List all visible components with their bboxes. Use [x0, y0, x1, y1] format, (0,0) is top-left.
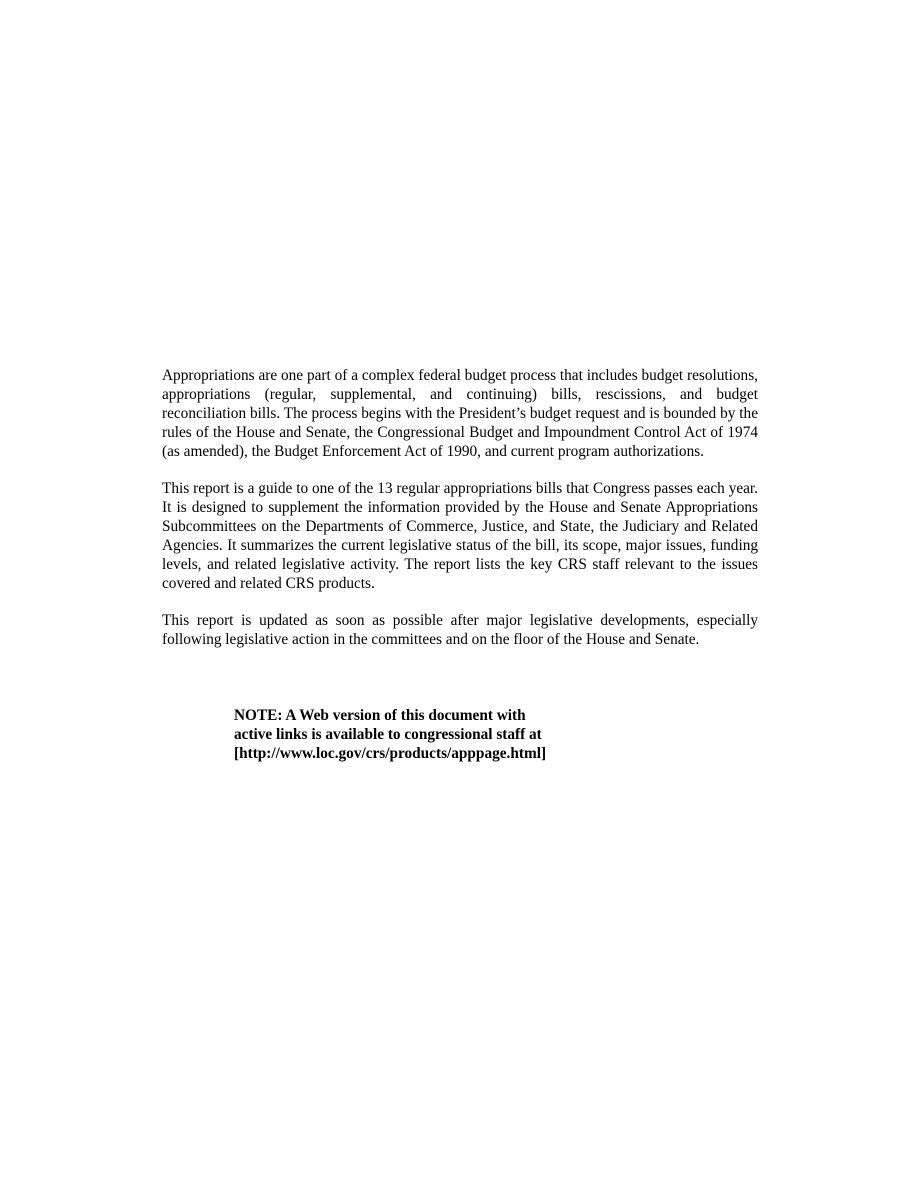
- web-version-note: [234, 706, 594, 763]
- note-line-url: [http://www.loc.gov/crs/products/apppage.html]: [234, 745, 547, 762]
- paragraph-update-policy: This report is updated as soon as possible after major legislative developments, especially following legislative action in the committees and on the floor of the House and Senate.: [162, 612, 758, 648]
- note-line-2: active links is available to congressional staff at: [234, 726, 542, 743]
- summary-text-block: [162, 366, 758, 667]
- paragraph-appropriations-overview: Appropriations are one part of a complex federal budget process that includes budget resolutions, appropriations (regular, supplemental, and continuing) bills, rescissions, and budget reconciliation bills. The process begins with the President’s budget request and is bounded by the rules of the House and Senate, the Congressional Budget and Impoundment Control Act of 1974 (as amended), the Budget Enforcement Act of 1990, and current program authorizations.: [162, 367, 758, 460]
- paragraph-report-guide: This report is a guide to one of the 13 regular appropriations bills that Congress passes each year. It is designed to supplement the information provided by the House and Senate Appropriations Subcommittees on the Departments of Commerce, Justice, and State, the Judiciary and Related Agencies. It summarizes the current legislative status of the bill, its scope, major issues, funding levels, and related legislative activity. The report lists the key CRS staff relevant to the issues covered and related CRS products.: [162, 480, 758, 592]
- note-line-1: NOTE: A Web version of this document with: [234, 707, 526, 724]
